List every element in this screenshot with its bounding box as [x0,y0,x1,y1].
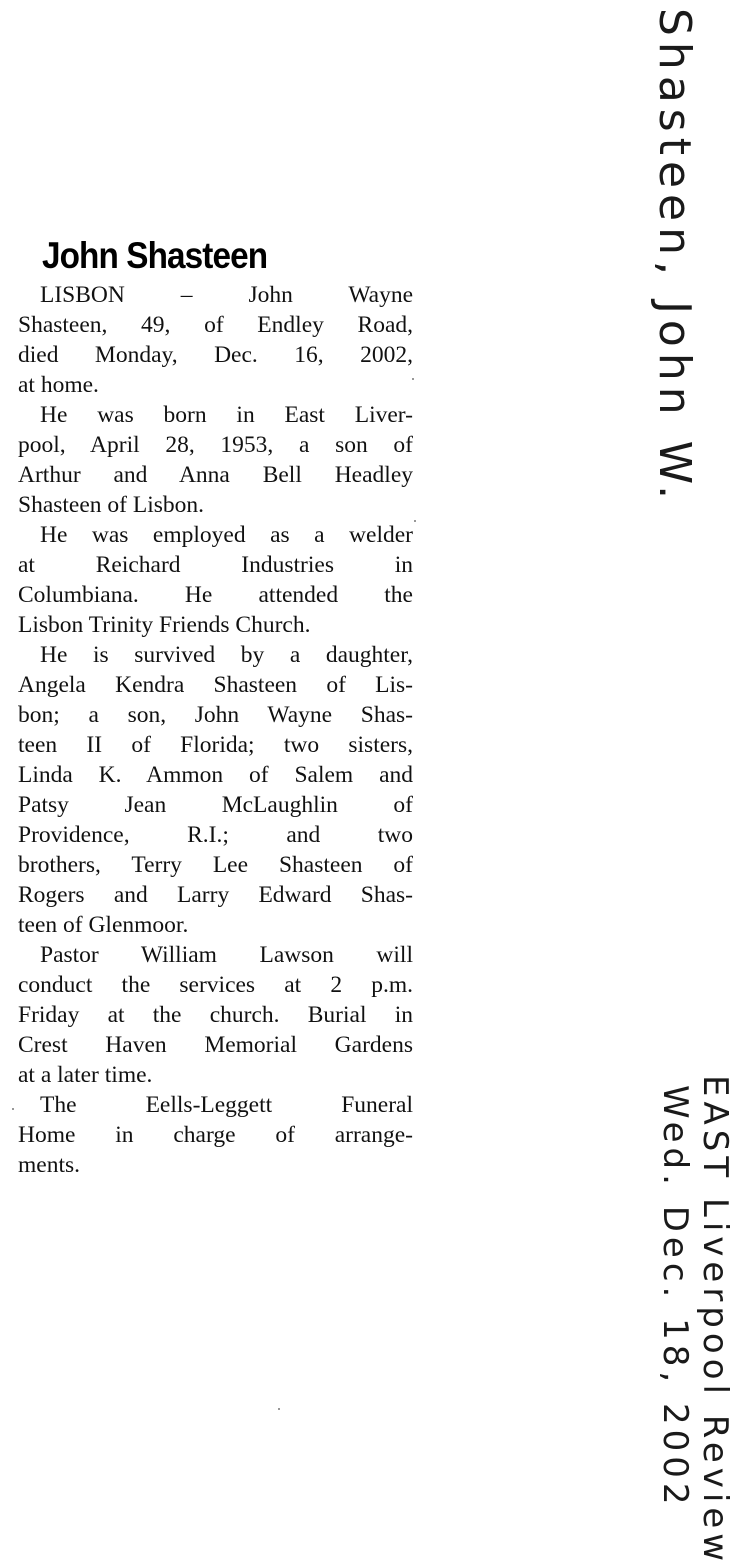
obituary-line: Providence, R.I.; and two [18,822,413,848]
obituary-line: Rogers and Larry Edward Shas- [18,882,413,908]
obituary-line: LISBON – John Wayne [40,282,413,308]
obituary-line: Columbiana. He attended the [18,582,413,608]
scan-speck [278,1408,280,1410]
obituary-line: He is survived by a daughter, [40,642,413,668]
obituary-line: Lisbon Trinity Friends Church. [18,612,311,638]
obituary-line: Friday at the church. Burial in [18,1002,413,1028]
obituary-paragraph [18,1090,413,1180]
obituary-line: Shasteen of Lisbon. [18,492,205,518]
obituary-line: brothers, Terry Lee Shasteen of [18,852,413,878]
obituary-line: bon; a son, John Wayne Shas- [18,702,413,728]
obituary-line: He was employed as a welder [40,522,413,548]
obituary-line: teen II of Florida; two sisters, [18,732,413,758]
obituary-paragraph [18,940,413,1090]
obituary-line: Angela Kendra Shasteen of Lis- [18,672,413,698]
obituary-line: Crest Haven Memorial Gardens [18,1032,413,1058]
obituary-paragraph [18,400,413,520]
obituary-line: died Monday, Dec. 16, 2002, [18,342,413,368]
obituary-line: Pastor William Lawson will [40,942,413,968]
obituary-line: at a later time. [18,1062,153,1088]
obituary-headline: John Shasteen [42,235,268,276]
obituary-line: teen of Glenmoor. [18,912,189,938]
obituary-body [18,280,413,1180]
obituary-line: at home. [18,372,99,398]
obituary-paragraph [18,520,413,640]
scan-speck [412,378,414,380]
obituary-line: ments. [18,1152,81,1178]
obituary-line: Home in charge of arrange- [18,1122,413,1148]
handwritten-source-note-line1: EAST Liverpool Review [695,1075,735,1566]
obituary-line: conduct the services at 2 p.m. [18,972,413,998]
obituary-paragraph [18,280,413,400]
obituary-line: The Eells-Leggett Funeral [40,1092,413,1118]
obituary-line: at Reichard Industries in [18,552,413,578]
obituary-paragraph [18,640,413,940]
obituary-line: He was born in East Liver- [40,402,413,428]
obituary-line: Linda K. Ammon of Salem and [18,762,413,788]
handwritten-source-note-line2: Wed. Dec. 18, 2002 [655,1085,695,1510]
obituary-line: Patsy Jean McLaughlin of [18,792,413,818]
handwritten-name-note: Shasteen, John W. [649,8,700,506]
obituary-clipping [18,232,413,1180]
obituary-line: Shasteen, 49, of Endley Road, [18,312,413,338]
scan-speck [12,1108,14,1110]
scan-speck [414,520,416,522]
obituary-line: Arthur and Anna Bell Headley [18,462,413,488]
obituary-line: pool, April 28, 1953, a son of [18,432,413,458]
